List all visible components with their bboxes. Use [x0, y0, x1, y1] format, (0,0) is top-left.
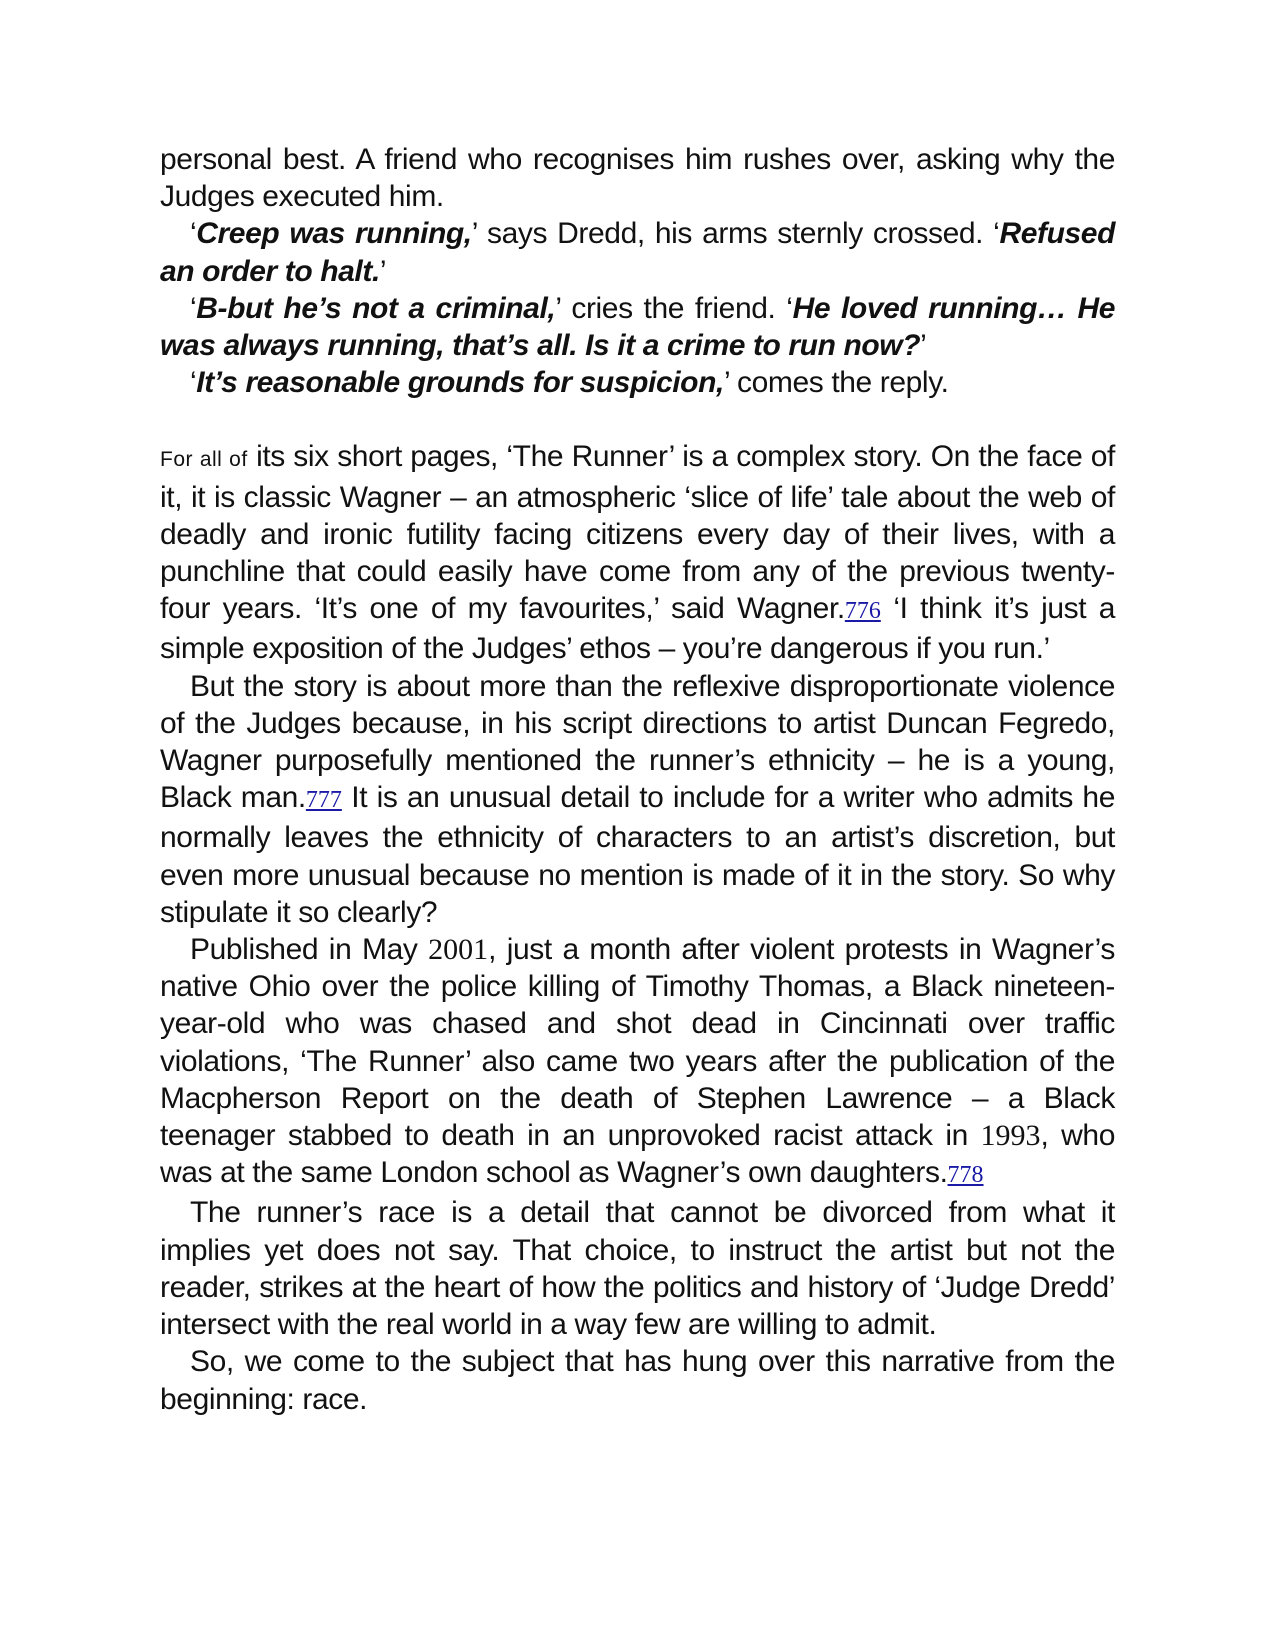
- quote-mark: ’: [379, 254, 387, 288]
- dialogue-tag: ’ says Dredd, his arms sternly crossed. ‘: [471, 217, 1000, 251]
- friend-quote-3: He was always running, that’s all. Is it a crime to run now?: [160, 291, 1115, 363]
- quote-mark: ‘: [190, 291, 197, 325]
- footnote-link-776[interactable]: 776: [844, 598, 881, 625]
- quote-mark: ‘: [190, 217, 197, 251]
- paragraph-race-detail: The runner’s race is a detail that cannot be divorced from what it implies yet does not say. That choice, to instruct the artist but not the reader, strikes at the heart of how the politics and history of ‘Judge Dredd’ intersect with the real world in a way few are willing to admit.: [160, 1196, 1115, 1342]
- dialogue-tag: ’ comes the reply.: [723, 366, 949, 400]
- friend-quote-2: He loved running…: [792, 291, 1067, 325]
- book-page: [160, 141, 1115, 1418]
- year-1993: 1993: [980, 1119, 1041, 1153]
- section-opening-paragraph: [160, 438, 1115, 667]
- paragraph-text: ‘I think it’s just a simple exposition of the Judges’ ethos – you’re dangerous if you run.’: [160, 592, 1115, 666]
- year-2001: 2001: [428, 933, 489, 967]
- dialogue-dredd: [160, 215, 1115, 289]
- reply-quote: It’s reasonable grounds for suspicion,: [196, 366, 724, 400]
- paragraph-text: , who was at the same London school as Wagner’s own daughters.: [160, 1119, 1115, 1190]
- friend-quote-1: B-but he’s not a criminal,: [196, 291, 556, 325]
- paragraph-text: It is an unusual detail to include for a writer who admits he normally leaves the ethnicity of characters to an artist’s discretion, but even more unusual because no mention is made of it in the story. So why stipulate it so clearly?: [160, 781, 1115, 929]
- dialogue-friend: [160, 290, 1115, 364]
- dialogue-tag: ’ cries the friend. ‘: [555, 291, 793, 325]
- paragraph-conclusion: So, we come to the subject that has hung over this narrative from the beginning: race.: [160, 1345, 1115, 1416]
- paragraph-continued: personal best. A friend who recognises him rushes over, asking why the Judges executed him.: [160, 143, 1115, 214]
- quote-mark: ’: [920, 329, 927, 363]
- paragraph-ethnicity: [160, 668, 1115, 931]
- paragraph-text: , just a month after violent protests in Wagner’s native Ohio over the police killing of Timothy Thomas, a Black nineteen-year-old who was chased and shot dead in Cincinnati over traffic violations, ‘The Runner’ also came two years after the publication of the Macpherson Report on the death of Stephen Lawrence – a Black teenager stabbed to death in an unprovoked racist attack in: [160, 933, 1115, 1153]
- paragraph-context: [160, 931, 1115, 1194]
- smallcaps-lead: For all of: [160, 448, 248, 472]
- paragraph-text: its six short pages, ‘The Runner’ is a complex story. On the face of it, it is classic Wagner – an atmospheric ‘slice of life’ tale about the web of deadly and ironic futility facing citizens every day of their lives, with a punchline that could easily have come from any of the previous twenty-four years. ‘It’s one of my favourites,’ said Wagner.: [160, 440, 1115, 626]
- footnote-link-778[interactable]: 778: [947, 1162, 984, 1189]
- dialogue-reply: [160, 364, 1115, 401]
- quote-mark: ‘: [190, 366, 197, 400]
- paragraph-text: Published in May: [190, 933, 429, 967]
- dredd-quote-1: Creep was running,: [196, 217, 472, 251]
- dredd-quote-2: Refused an order to halt.: [160, 217, 1115, 288]
- paragraph-text: But the story is about more than the reflexive disproportionate violence of the Judges because, in his script directions to artist Duncan Fegredo, Wagner purposefully mentioned the runner’s ethnicity – he is a young, Black man.: [160, 669, 1115, 815]
- footnote-link-777[interactable]: 777: [305, 787, 342, 814]
